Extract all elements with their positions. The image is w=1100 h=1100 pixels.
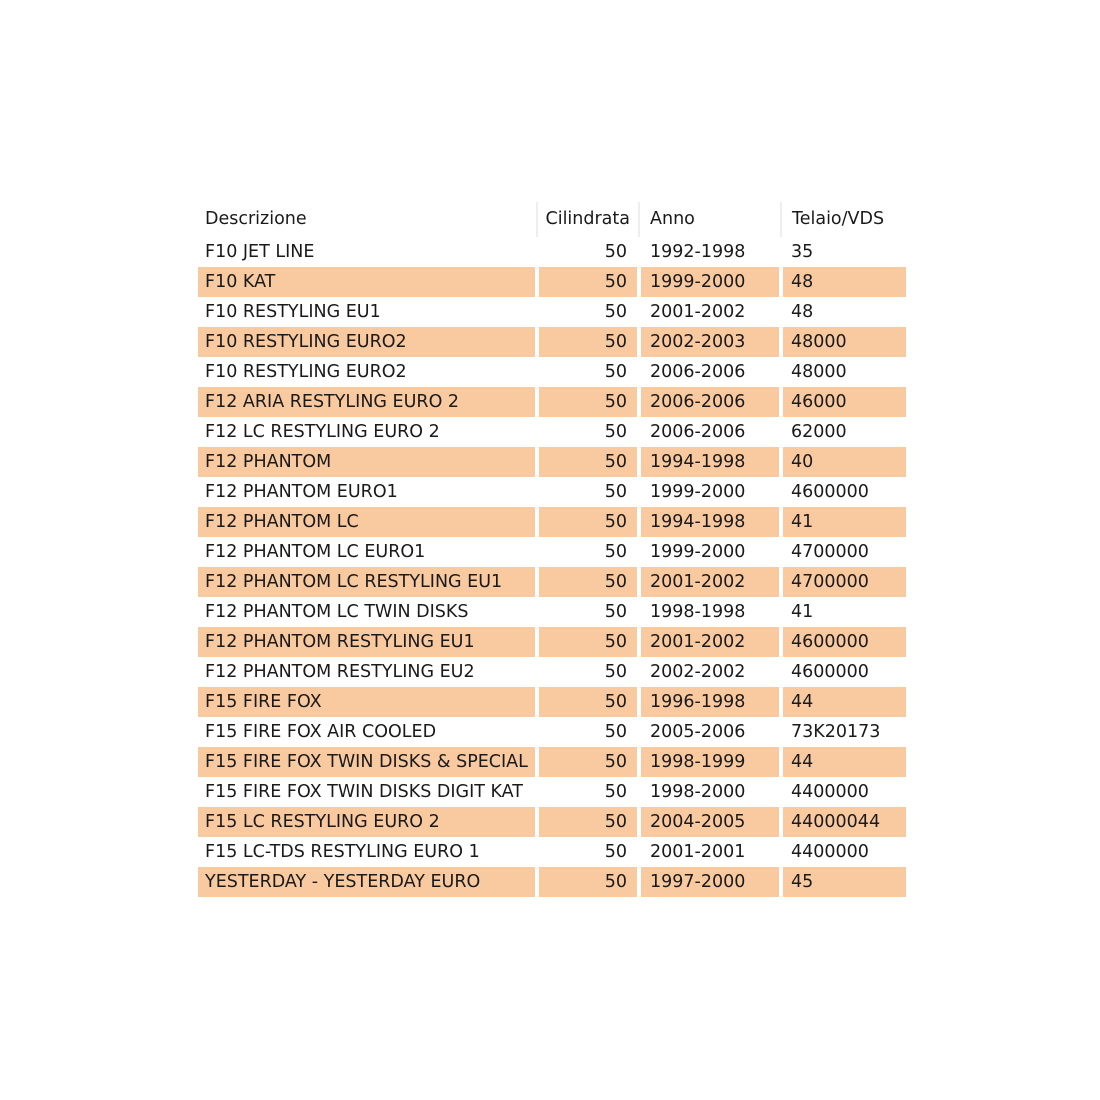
cell-descrizione: F10 KAT: [198, 267, 537, 297]
cell-telaio: 40: [781, 447, 906, 477]
cell-telaio: 4600000: [781, 477, 906, 507]
cell-descrizione: F10 RESTYLING EURO2: [198, 357, 537, 387]
cell-cilindrata: 50: [537, 597, 639, 627]
cell-cilindrata: 50: [537, 267, 639, 297]
cell-anno: 1998-1999: [639, 747, 781, 777]
cell-anno: 2001-2002: [639, 297, 781, 327]
table-row[interactable]: [198, 657, 906, 687]
header-row: [198, 202, 906, 237]
cell-cilindrata: 50: [537, 327, 639, 357]
cell-cilindrata: 50: [537, 687, 639, 717]
models-table-container: [198, 202, 906, 897]
cell-telaio: 46000: [781, 387, 906, 417]
cell-telaio: 4400000: [781, 837, 906, 867]
table-row[interactable]: [198, 627, 906, 657]
table-row[interactable]: [198, 327, 906, 357]
cell-descrizione: F12 PHANTOM LC TWIN DISKS: [198, 597, 537, 627]
cell-descrizione: YESTERDAY - YESTERDAY EURO: [198, 867, 537, 897]
cell-cilindrata: 50: [537, 807, 639, 837]
cell-cilindrata: 50: [537, 747, 639, 777]
table-row[interactable]: [198, 477, 906, 507]
table-row[interactable]: [198, 417, 906, 447]
cell-cilindrata: 50: [537, 657, 639, 687]
cell-descrizione: F15 FIRE FOX AIR COOLED: [198, 717, 537, 747]
table-row[interactable]: [198, 447, 906, 477]
cell-cilindrata: 50: [537, 237, 639, 267]
cell-descrizione: F12 ARIA RESTYLING EURO 2: [198, 387, 537, 417]
cell-telaio: 48000: [781, 357, 906, 387]
cell-anno: 2001-2002: [639, 567, 781, 597]
cell-descrizione: F12 PHANTOM: [198, 447, 537, 477]
cell-descrizione: F10 JET LINE: [198, 237, 537, 267]
table-body: [198, 237, 906, 897]
cell-anno: 1997-2000: [639, 867, 781, 897]
models-table: [198, 202, 906, 897]
cell-anno: 1999-2000: [639, 267, 781, 297]
cell-telaio: 48000: [781, 327, 906, 357]
cell-anno: 2002-2003: [639, 327, 781, 357]
table-row[interactable]: [198, 777, 906, 807]
cell-anno: 2006-2006: [639, 387, 781, 417]
cell-cilindrata: 50: [537, 867, 639, 897]
cell-cilindrata: 50: [537, 387, 639, 417]
cell-telaio: 48: [781, 267, 906, 297]
cell-descrizione: F12 PHANTOM EURO1: [198, 477, 537, 507]
cell-descrizione: F15 FIRE FOX TWIN DISKS & SPECIAL: [198, 747, 537, 777]
cell-anno: 2006-2006: [639, 357, 781, 387]
cell-anno: 1996-1998: [639, 687, 781, 717]
column-header-anno[interactable]: Anno: [639, 202, 781, 237]
cell-anno: 1998-1998: [639, 597, 781, 627]
cell-telaio: 73K20173: [781, 717, 906, 747]
cell-telaio: 4400000: [781, 777, 906, 807]
cell-cilindrata: 50: [537, 477, 639, 507]
cell-cilindrata: 50: [537, 357, 639, 387]
cell-anno: 2006-2006: [639, 417, 781, 447]
cell-cilindrata: 50: [537, 627, 639, 657]
cell-telaio: 4700000: [781, 537, 906, 567]
cell-descrizione: F15 LC-TDS RESTYLING EURO 1: [198, 837, 537, 867]
cell-telaio: 45: [781, 867, 906, 897]
cell-anno: 2001-2002: [639, 627, 781, 657]
table-row[interactable]: [198, 807, 906, 837]
cell-anno: 1994-1998: [639, 507, 781, 537]
table-row[interactable]: [198, 387, 906, 417]
cell-telaio: 44: [781, 747, 906, 777]
table-row[interactable]: [198, 867, 906, 897]
cell-anno: 1999-2000: [639, 477, 781, 507]
cell-cilindrata: 50: [537, 447, 639, 477]
cell-anno: 2001-2001: [639, 837, 781, 867]
cell-cilindrata: 50: [537, 297, 639, 327]
table-row[interactable]: [198, 717, 906, 747]
cell-descrizione: F10 RESTYLING EURO2: [198, 327, 537, 357]
cell-descrizione: F15 LC RESTYLING EURO 2: [198, 807, 537, 837]
cell-descrizione: F12 PHANTOM RESTYLING EU1: [198, 627, 537, 657]
cell-descrizione: F12 LC RESTYLING EURO 2: [198, 417, 537, 447]
column-header-cilindrata[interactable]: Cilindrata: [537, 202, 639, 237]
cell-anno: 2005-2006: [639, 717, 781, 747]
cell-descrizione: F15 FIRE FOX TWIN DISKS DIGIT KAT: [198, 777, 537, 807]
column-header-descrizione[interactable]: Descrizione: [198, 202, 537, 237]
cell-telaio: 35: [781, 237, 906, 267]
table-row[interactable]: [198, 297, 906, 327]
table-row[interactable]: [198, 537, 906, 567]
cell-telaio: 4600000: [781, 657, 906, 687]
table-row[interactable]: [198, 567, 906, 597]
cell-anno: 2004-2005: [639, 807, 781, 837]
table-row[interactable]: [198, 837, 906, 867]
table-row[interactable]: [198, 267, 906, 297]
cell-telaio: 44000044: [781, 807, 906, 837]
cell-cilindrata: 50: [537, 417, 639, 447]
cell-anno: 1994-1998: [639, 447, 781, 477]
cell-anno: 1999-2000: [639, 537, 781, 567]
table-row[interactable]: [198, 747, 906, 777]
cell-anno: 2002-2002: [639, 657, 781, 687]
cell-descrizione: F15 FIRE FOX: [198, 687, 537, 717]
cell-telaio: 48: [781, 297, 906, 327]
cell-telaio: 41: [781, 507, 906, 537]
cell-descrizione: F12 PHANTOM LC RESTYLING EU1: [198, 567, 537, 597]
cell-anno: 1992-1998: [639, 237, 781, 267]
cell-descrizione: F12 PHANTOM RESTYLING EU2: [198, 657, 537, 687]
table-row[interactable]: [198, 357, 906, 387]
cell-descrizione: F12 PHANTOM LC: [198, 507, 537, 537]
cell-telaio: 41: [781, 597, 906, 627]
cell-anno: 1998-2000: [639, 777, 781, 807]
cell-telaio: 4600000: [781, 627, 906, 657]
column-header-telaio[interactable]: Telaio/VDS: [792, 209, 885, 229]
cell-telaio: 44: [781, 687, 906, 717]
cell-descrizione: F10 RESTYLING EU1: [198, 297, 537, 327]
table-header: [198, 202, 906, 237]
cell-cilindrata: 50: [537, 567, 639, 597]
table-row[interactable]: [198, 687, 906, 717]
table-row[interactable]: [198, 507, 906, 537]
table-row[interactable]: [198, 597, 906, 627]
table-row[interactable]: [198, 237, 906, 267]
cell-telaio: 62000: [781, 417, 906, 447]
cell-cilindrata: 50: [537, 537, 639, 567]
cell-cilindrata: 50: [537, 777, 639, 807]
cell-cilindrata: 50: [537, 717, 639, 747]
cell-cilindrata: 50: [537, 837, 639, 867]
cell-cilindrata: 50: [537, 507, 639, 537]
cell-telaio: 4700000: [781, 567, 906, 597]
cell-descrizione: F12 PHANTOM LC EURO1: [198, 537, 537, 567]
